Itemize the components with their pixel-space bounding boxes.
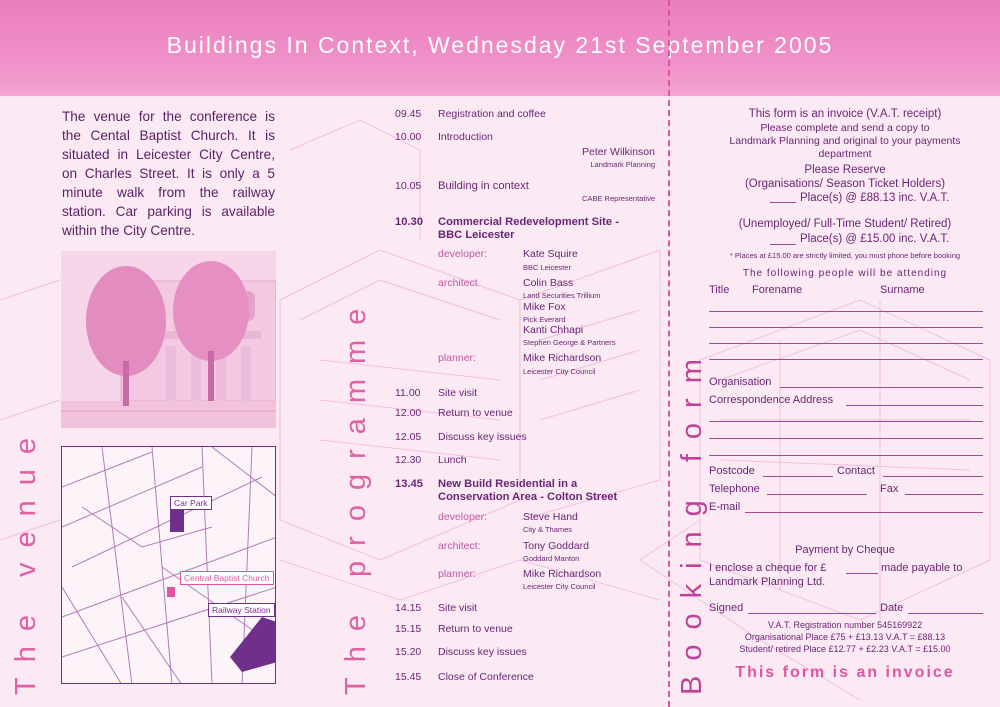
forename-column-label: Forename (752, 284, 803, 296)
surname-column-label: Surname (880, 284, 925, 296)
postcode-field[interactable] (763, 476, 833, 477)
session-role: planner: (438, 568, 476, 580)
signed-label: Signed (709, 602, 744, 614)
church-photo (61, 251, 276, 428)
address-field[interactable] (709, 421, 983, 422)
contact-label: Contact (837, 465, 875, 477)
contact-field[interactable] (883, 476, 983, 477)
attendee-line[interactable] (709, 343, 983, 344)
schedule-row: 12.30 Lunch (395, 454, 467, 466)
session-role: architect: (438, 540, 481, 552)
page-title: Buildings In Context, Wednesday 21st September 2005 (166, 32, 834, 58)
attendee-line[interactable] (709, 327, 983, 328)
email-label: E-mail (709, 501, 741, 513)
schedule-row: 10.30 Commercial Redevelopment Site - (395, 216, 619, 228)
map-label-station: Railway Station (208, 603, 275, 617)
email-field[interactable] (745, 512, 983, 513)
session-org: Stephen George & Partners (523, 338, 616, 347)
session-org: Pick Everard (523, 315, 566, 324)
unemployed-label: (Unemployed/ Full-Time Student/ Retired) (738, 218, 952, 230)
session-role: developer: (438, 248, 488, 260)
speaker-name: Peter Wilkinson (582, 146, 655, 158)
speaker-org: Landmark Planning (590, 160, 655, 169)
schedule-row: 15.15 Return to venue (395, 623, 513, 635)
title-column-label: Title (709, 284, 730, 296)
session-org: Leicester City Council (523, 367, 596, 376)
organisation-field[interactable] (780, 387, 983, 388)
form-intro-line: Please complete and send a copy to (760, 122, 930, 134)
venue-description: The venue for the conference is the Cental Baptist Church. It is situated in Leicester City Centre, on Charles Street. It is only a 5 minute walk from the railway station. Car parking is available within the City Centre. (62, 109, 275, 238)
form-intro-line: This form is an invoice (V.A.T. receipt) (748, 108, 942, 120)
limited-note: * Places at £15.00 are strictly limited, you must phone before booking (729, 251, 961, 260)
schedule-row: 12.05 Discuss key issues (395, 431, 527, 443)
fax-field[interactable] (905, 494, 983, 495)
attendee-line[interactable] (709, 311, 983, 312)
org-holders-label: (Organisations/ Season Ticket Holders) (744, 178, 946, 190)
form-intro-line: department (818, 148, 872, 160)
cheque-payee: Landmark Planning Ltd. (709, 576, 826, 588)
session-org: Leicester City Council (523, 582, 596, 591)
map-label-church: Central Baptist Church (180, 571, 274, 585)
schedule-row: 14.15 Site visit (395, 602, 478, 614)
session-name: Kanti Chhapi (523, 324, 584, 336)
session-org: City & Thames (523, 525, 573, 534)
reserve-heading: Please Reserve (804, 164, 886, 176)
fax-label: Fax (880, 483, 899, 495)
schedule-row: 10.05 Building in context (395, 180, 529, 192)
session-name: Mike Richardson (523, 568, 602, 580)
programme-vertical-title: The programme (340, 293, 372, 695)
address-field[interactable] (709, 455, 983, 456)
attendee-line[interactable] (709, 359, 983, 360)
venue-vertical-title: The venue (10, 422, 42, 695)
session-org: Land Securities Trillium (523, 291, 601, 300)
telephone-field[interactable] (767, 494, 867, 495)
cheque-amount-field[interactable] (846, 573, 878, 574)
place-price-1: Place(s) @ £88.13 inc. V.A.T. (800, 192, 950, 204)
attendees-heading: The following people will be attending (742, 268, 948, 279)
vat-registration: V.A.T. Registration number 545169922 (767, 620, 923, 630)
address-field[interactable] (709, 438, 983, 439)
address-field[interactable] (846, 405, 983, 406)
session-name: Mike Fox (523, 301, 566, 313)
speaker-org: CABE Representative (582, 194, 655, 203)
place-price-2: Place(s) @ £15.00 inc. V.A.T. (800, 233, 950, 245)
schedule-row: 12.00 Return to venue (395, 407, 513, 419)
booking-vertical-title: Booking form (676, 344, 708, 695)
invoice-notice: This form is an invoice (735, 664, 955, 681)
header-banner (0, 0, 1000, 96)
session-org: BBC Leicester (523, 263, 571, 272)
cheque-payable: made payable to (881, 562, 963, 574)
org-place-price: Organisational Place £75 + £13.13 V.A.T = £88.13 (744, 632, 946, 642)
perforation-line (668, 0, 670, 707)
schedule-row: 13.45 New Build Residential in a (395, 478, 578, 490)
session-name: Colin Bass (523, 277, 574, 289)
student-place-price: Student/ retired Place £12.77 + £2.23 V.A.T = £15.00 (739, 644, 951, 654)
schedule-row: 15.45 Close of Conference (395, 671, 534, 683)
postcode-label: Postcode (709, 465, 755, 477)
payment-heading: Payment by Cheque (795, 544, 895, 556)
organisation-label: Organisation (709, 376, 772, 388)
telephone-label: Telephone (709, 483, 760, 495)
session-name: Kate Squire (523, 248, 578, 260)
session-name: Steve Hand (523, 511, 578, 523)
places-input-1[interactable] (770, 202, 796, 203)
cheque-text: I enclose a cheque for £ (709, 562, 827, 574)
schedule-row: 11.00 Site visit (395, 387, 478, 399)
session-title-line2: BBC Leicester (438, 229, 515, 241)
session-name: Tony Goddard (523, 540, 589, 552)
session-name: Mike Richardson (523, 352, 602, 364)
signature-field[interactable] (748, 613, 876, 614)
schedule-row: 15.20 Discuss key issues (395, 646, 527, 658)
schedule-row: 10.00 Introduction (395, 131, 493, 143)
session-title-line2: Conservation Area - Colton Street (438, 491, 618, 503)
date-field[interactable] (908, 613, 983, 614)
map-label-car-park: Car Park (170, 496, 212, 510)
form-intro-line: Landmark Planning and original to your payments (729, 135, 961, 147)
session-role: architect (438, 277, 478, 289)
address-label: Correspondence Address (709, 394, 834, 406)
session-role: planner: (438, 352, 476, 364)
date-label: Date (880, 602, 904, 614)
places-input-2[interactable] (770, 244, 796, 245)
schedule-row: 09.45 Registration and coffee (395, 108, 546, 120)
session-role: developer: (438, 511, 488, 523)
session-org: Goddard Manton (523, 554, 580, 563)
location-map[interactable] (61, 446, 276, 684)
